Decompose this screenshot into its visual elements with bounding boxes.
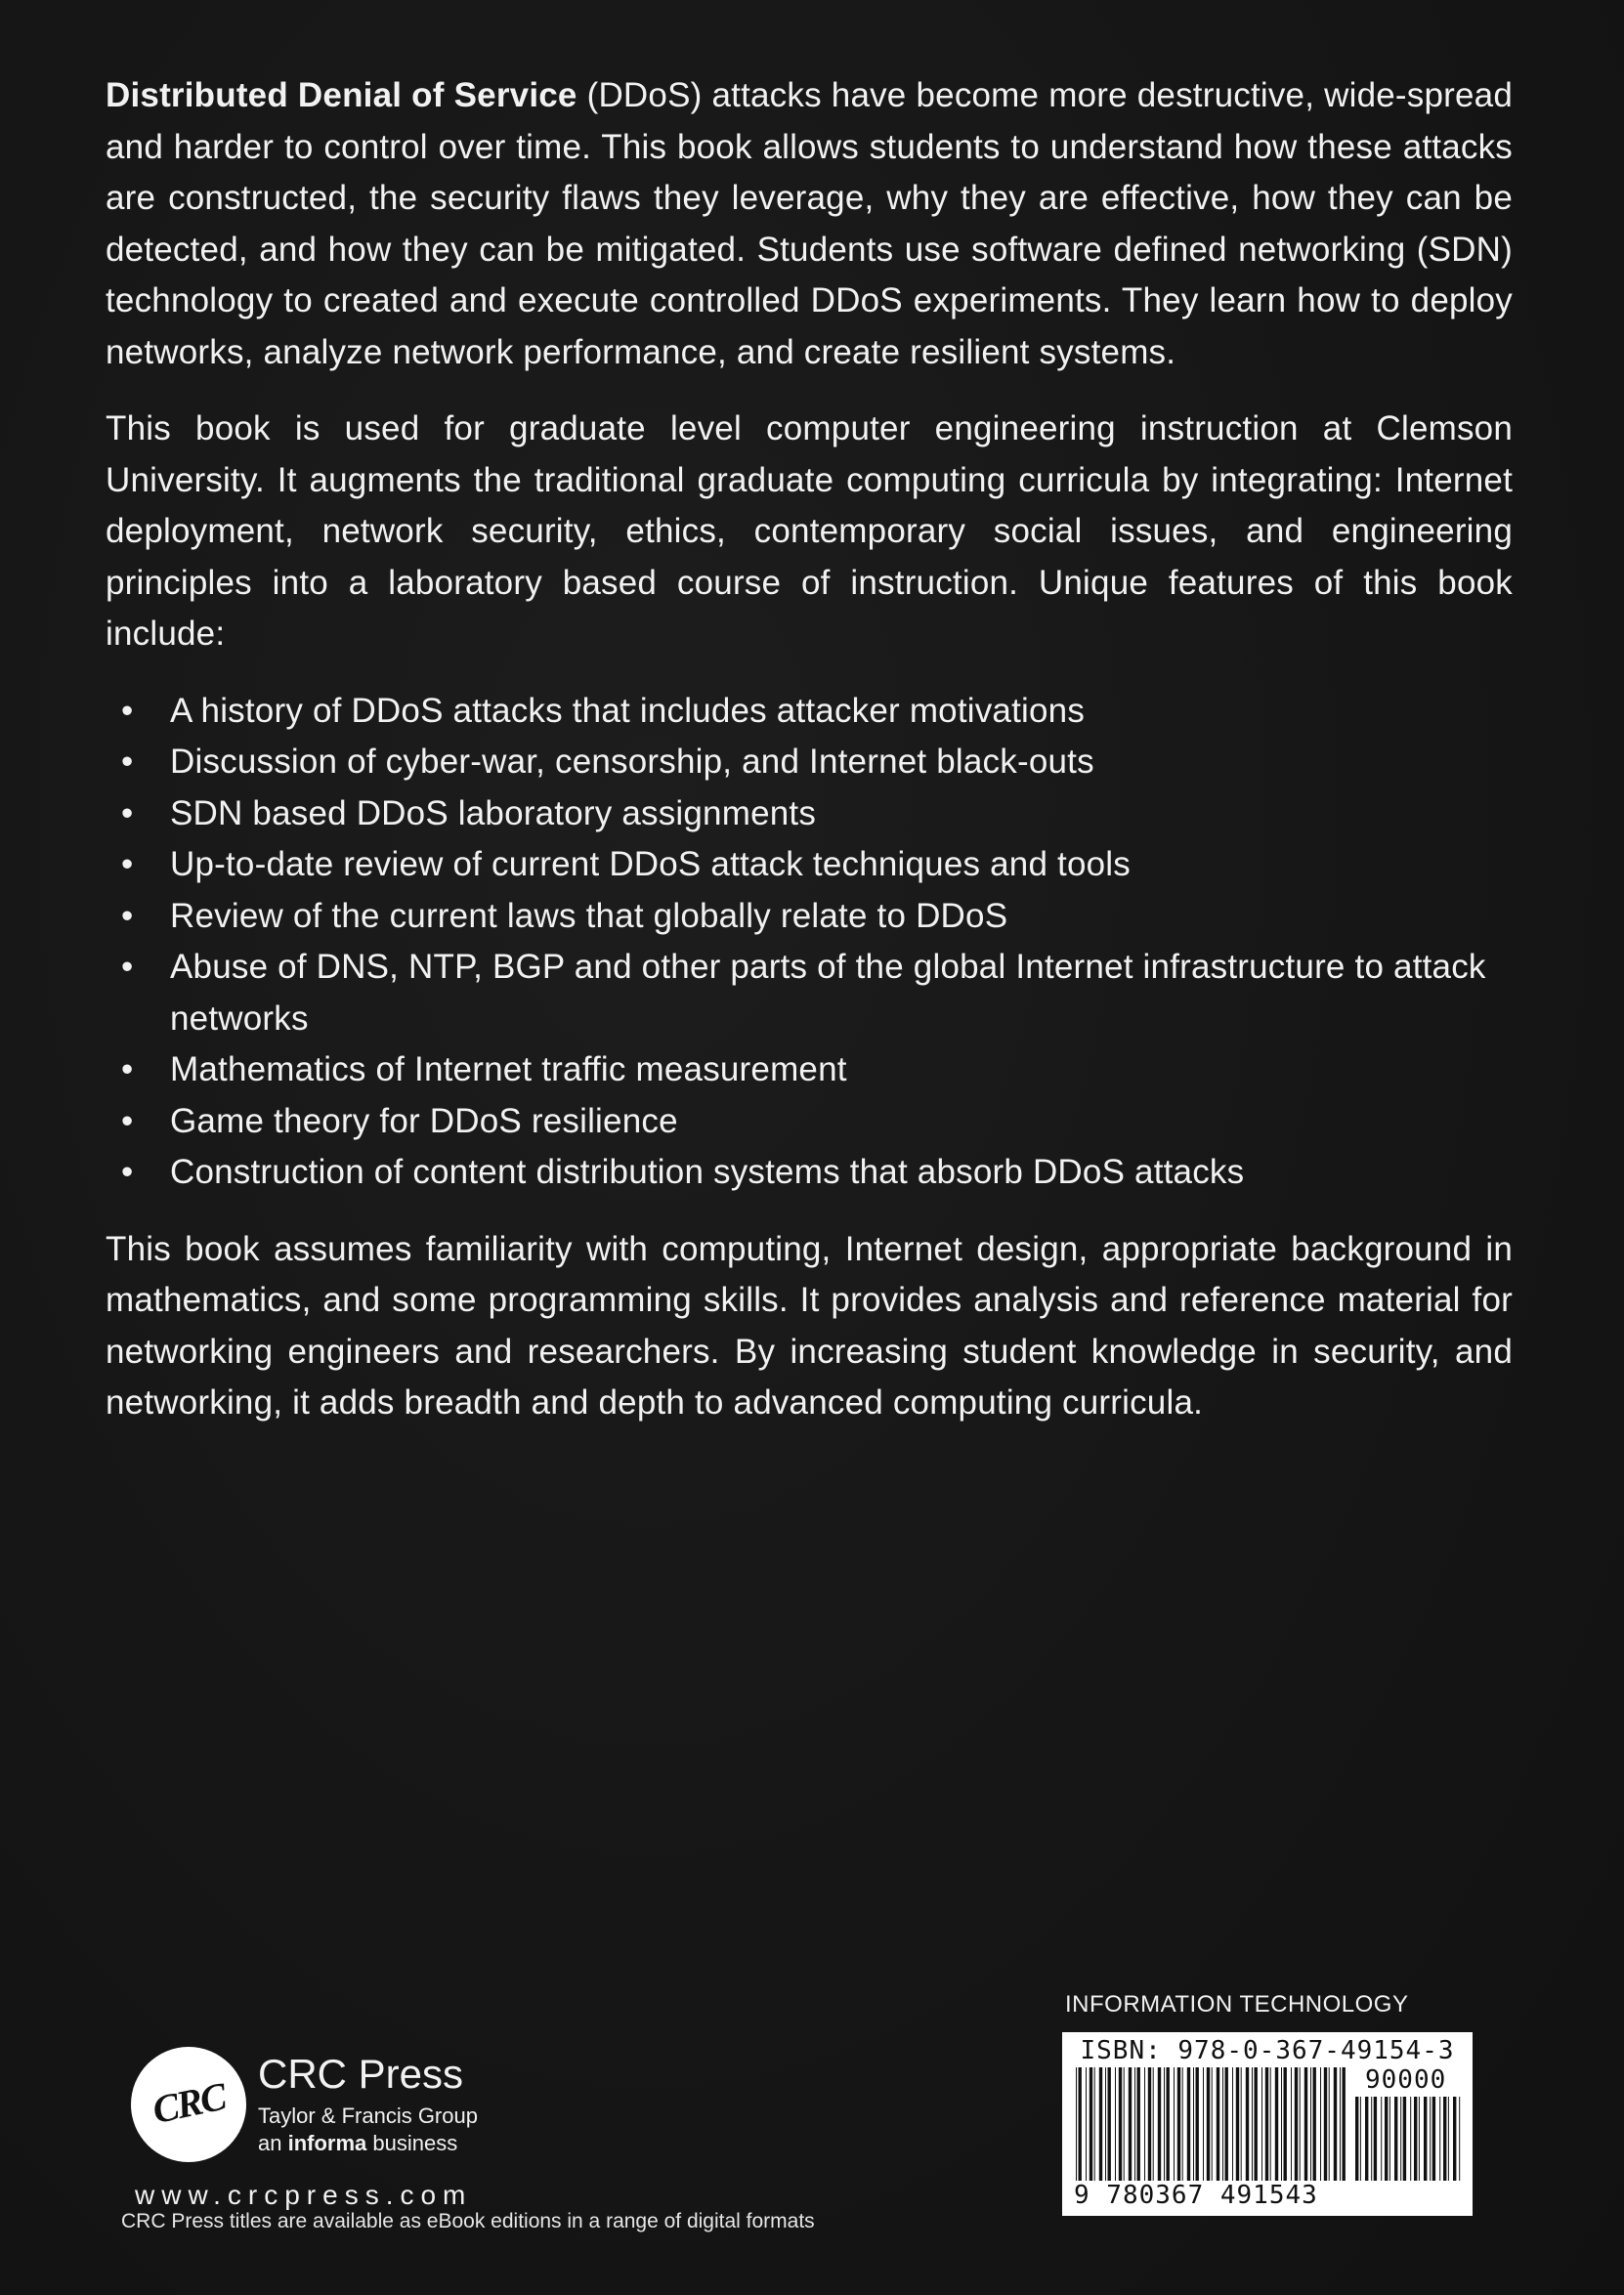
feature-item: • SDN based DDoS laboratory assignments [106,788,1513,840]
crc-logo-icon [131,2047,246,2162]
features-list [106,686,1513,1199]
description-lead-bold: Distributed Denial of Service [106,76,577,114]
price-addon-text: 90000 [1365,2065,1447,2095]
publisher-website: www.crcpress.com [135,2180,473,2210]
feature-item: • Mathematics of Internet traffic measurement [106,1044,1513,1096]
cover-description [106,70,1513,1455]
ean-digits: 9 780367 491543 [1074,2181,1318,2210]
business-brand: informa [287,2131,367,2155]
feature-item: • Review of the current laws that globally relate to DDoS [106,891,1513,943]
business-prefix: an [258,2131,288,2155]
feature-item: • Abuse of DNS, NTP, BGP and other parts of the global Internet infrastructure to attack networks [106,942,1513,1044]
feature-item: • A history of DDoS attacks that includes attacker motivations [106,686,1513,738]
publisher-name: CRC Press [258,2051,464,2097]
business-suffix: business [366,2131,458,2155]
description-paragraph-3: This book assumes familiarity with computing, Internet design, appropriate background in mathematics, and some programming skills. It provides analysis and reference material for networking engineers and researchers. By increasing student knowledge in security, and networking, it adds breadth and depth to advanced computing curricula. [106,1229,1513,1422]
crc-logo-text: CRC [149,2073,229,2133]
isbn-text: ISBN: 978-0-367-49154-3 [1080,2036,1455,2065]
description-paragraph-2: This book is used for graduate level computer engineering instruction at Clemson University. It augments the traditional graduate computing curricula by integrating: Internet deployment, network security, ethics, contemporary social issues, and engineering principles into a laboratory based course of instruction. Unique features of this book include: [106,409,1513,653]
publisher-business [258,2131,457,2156]
isbn-barcode [1062,2032,1473,2216]
feature-item: • Construction of content distribution systems that absorb DDoS attacks [106,1147,1513,1199]
subject-category: INFORMATION TECHNOLOGY [1065,1991,1409,2018]
publisher-group: Taylor & Francis Group [258,2104,478,2128]
description-lead-rest: (DDoS) attacks have become more destructive, wide-spread and harder to control over time. This book allows students to understand how these attacks are constructed, the security flaws they leverage, why they are effective, how they can be detected, and how they can be mitigated. Students use software defined networking (SDN) technology to created and execute controlled DDoS experiments. They learn how to deploy networks, analyze network performance, and create resilient systems. [106,76,1513,371]
feature-item: • Discussion of cyber-war, censorship, and Internet black-outs [106,737,1513,788]
feature-item: • Game theory for DDoS resilience [106,1096,1513,1148]
description-paragraph-1 [106,70,1513,378]
ebook-note: CRC Press titles are available as eBook editions in a range of digital formats [121,2210,815,2232]
feature-item: • Up-to-date review of current DDoS attack techniques and tools [106,839,1513,891]
